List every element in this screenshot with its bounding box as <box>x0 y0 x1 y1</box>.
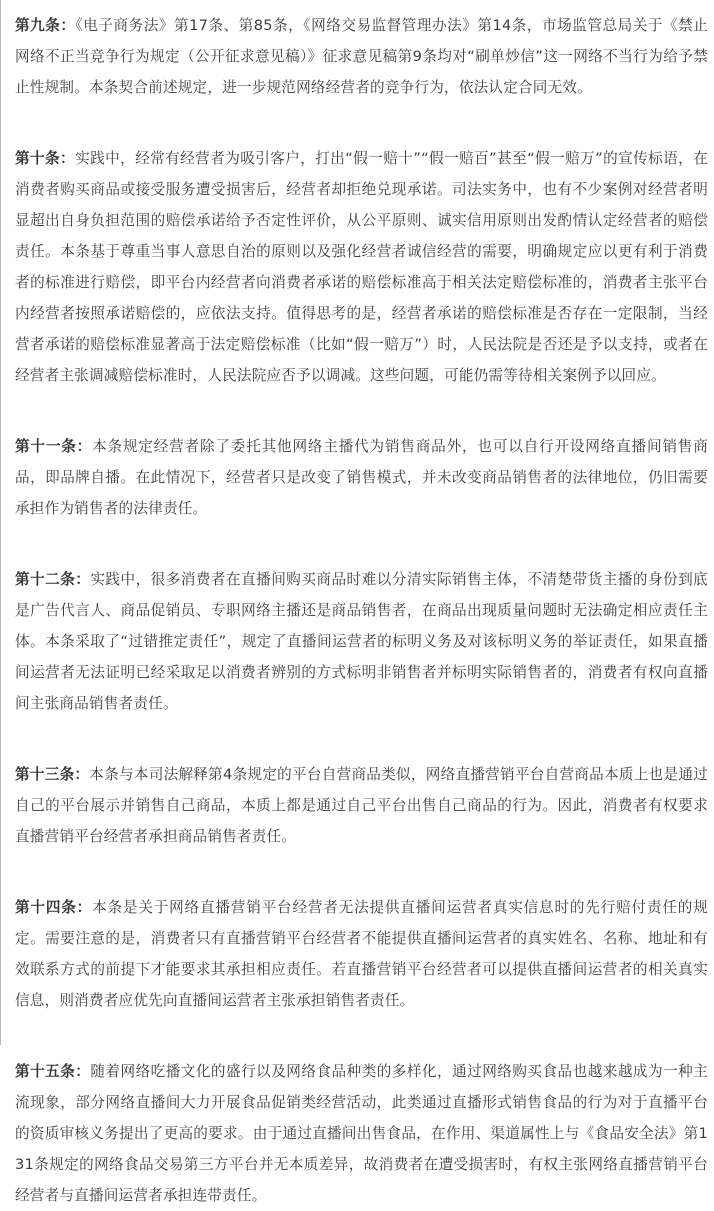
article-14-label: 第十四条： <box>15 899 93 916</box>
article-13 <box>15 759 708 852</box>
article-13-text: 本条与本司法解释第4条规定的平台自营商品类似，网络直播营销平台自营商品本质上也是通过自己的平台展示并销售自己商品，本质上都是通过自己平台出售自己商品的行为。因此，消费者有权要求直播营销平台经营者承担商品销售者责任。 <box>15 766 708 845</box>
article-14-text: 本条是关于网络直播营销平台经营者无法提供直播间运营者真实信息时的先行赔付责任的规定。需要注意的是，消费者只有直播营销平台经营者不能提供直播间运营者的真实姓名、名称、地址和有效联系方式的前提下才能要求其承担相应责任。若直播营销平台经营者可以提供直播间运营者的相关真实信息，则消费者应优先向直播间运营者主张承担销售者责任。 <box>15 899 708 1009</box>
article-11-text: 本条规定经营者除了委托其他网络主播代为销售商品外，也可以自行开设网络直播间销售商品，即品牌自播。在此情况下，经营者只是改变了销售模式，并未改变商品销售者的法律地位，仍旧需要承担作为销售者的法律责任。 <box>15 438 708 517</box>
article-15-label: 第十五条： <box>15 1063 91 1080</box>
article-13-label: 第十三条： <box>15 766 90 783</box>
article-11-label: 第十一条： <box>15 438 93 455</box>
article-10-text: 实践中，经常有经营者为吸引客户，打出“假一赔十”“假一赔百”甚至“假一赔万”的宣传标语，在消费者购买商品或接受服务遭受损害后，经营者却拒绝兑现承诺。司法实务中，也有不少案例对经营者明显超出自身负担范围的赔偿承诺给予否定性评价，从公平原则、诚实信用原则出发酌情认定经营者的赔偿责任。本条基于尊重当事人意思自治的原则以及强化经营者诚信经营的需要，明确规定应以更有利于消费者的标准进行赔偿，即平台内经营者向消费者承诺的赔偿标准高于相关法定赔偿标准的，消费者主张平台内经营者按照承诺赔偿的，应依法支持。值得思考的是，经营者承诺的赔偿标准是否存在一定限制，当经营者承诺的赔偿标准显著高于法定赔偿标准（比如“假一赔万”）时，人民法院是否还是予以支持，或者在经营者主张调减赔偿标准时，人民法院应否予以调减。这些问题，可能仍需等待相关案例予以回应。 <box>15 150 708 384</box>
article-12-label: 第十二条： <box>15 571 91 588</box>
article-14 <box>15 892 708 1016</box>
article-12 <box>15 564 708 719</box>
article-10 <box>15 143 708 391</box>
article-11 <box>15 431 708 524</box>
article-9 <box>15 10 708 103</box>
article-12-text: 实践中，很多消费者在直播间购买商品时难以分清实际销售主体，不清楚带货主播的身份到底是广告代言人、商品促销员、专职网络主播还是商品销售者，在商品出现质量问题时无法确定相应责任主体。本条采取了“过错推定责任”，规定了直播间运营者的标明义务及对该标明义务的举证责任，如果直播间运营者无法证明已经采取足以消费者辨别的方式标明非销售者并标明实际销售者的，消费者有权向直播间主张商品销售者责任。 <box>15 571 708 712</box>
article-10-label: 第十条： <box>15 150 76 167</box>
article-9-text: 《电子商务法》第17条、第85条，《网络交易监督管理办法》第14条，市场监管总局关于《禁止网络不正当竞争行为规定（公开征求意见稿）》征求意见稿第9条均对“刷单炒信”这一网络不当行为给予禁止性规制。本条契合前述规定，进一步规范网络经营者的竞争行为，依法认定合同无效。 <box>15 17 708 96</box>
article-9-label: 第九条： <box>15 17 76 34</box>
article-15-text: 随着网络吃播文化的盛行以及网络食品种类的多样化，通过网络购买食品也越来越成为一种主流现象，部分网络直播间大力开展食品促销类经营活动，此类通过直播形式销售食品的行为对于直播平台的资质审核义务提出了更高的要求。由于通过直播间出售食品，在作用、渠道属性上与《食品安全法》第131条规定的网络食品交易第三方平台并无本质差异，故消费者在遭受损害时，有权主张网络直播营销平台经营者与直播间运营者承担连带责任。 <box>15 1063 708 1204</box>
article-15 <box>15 1056 708 1211</box>
